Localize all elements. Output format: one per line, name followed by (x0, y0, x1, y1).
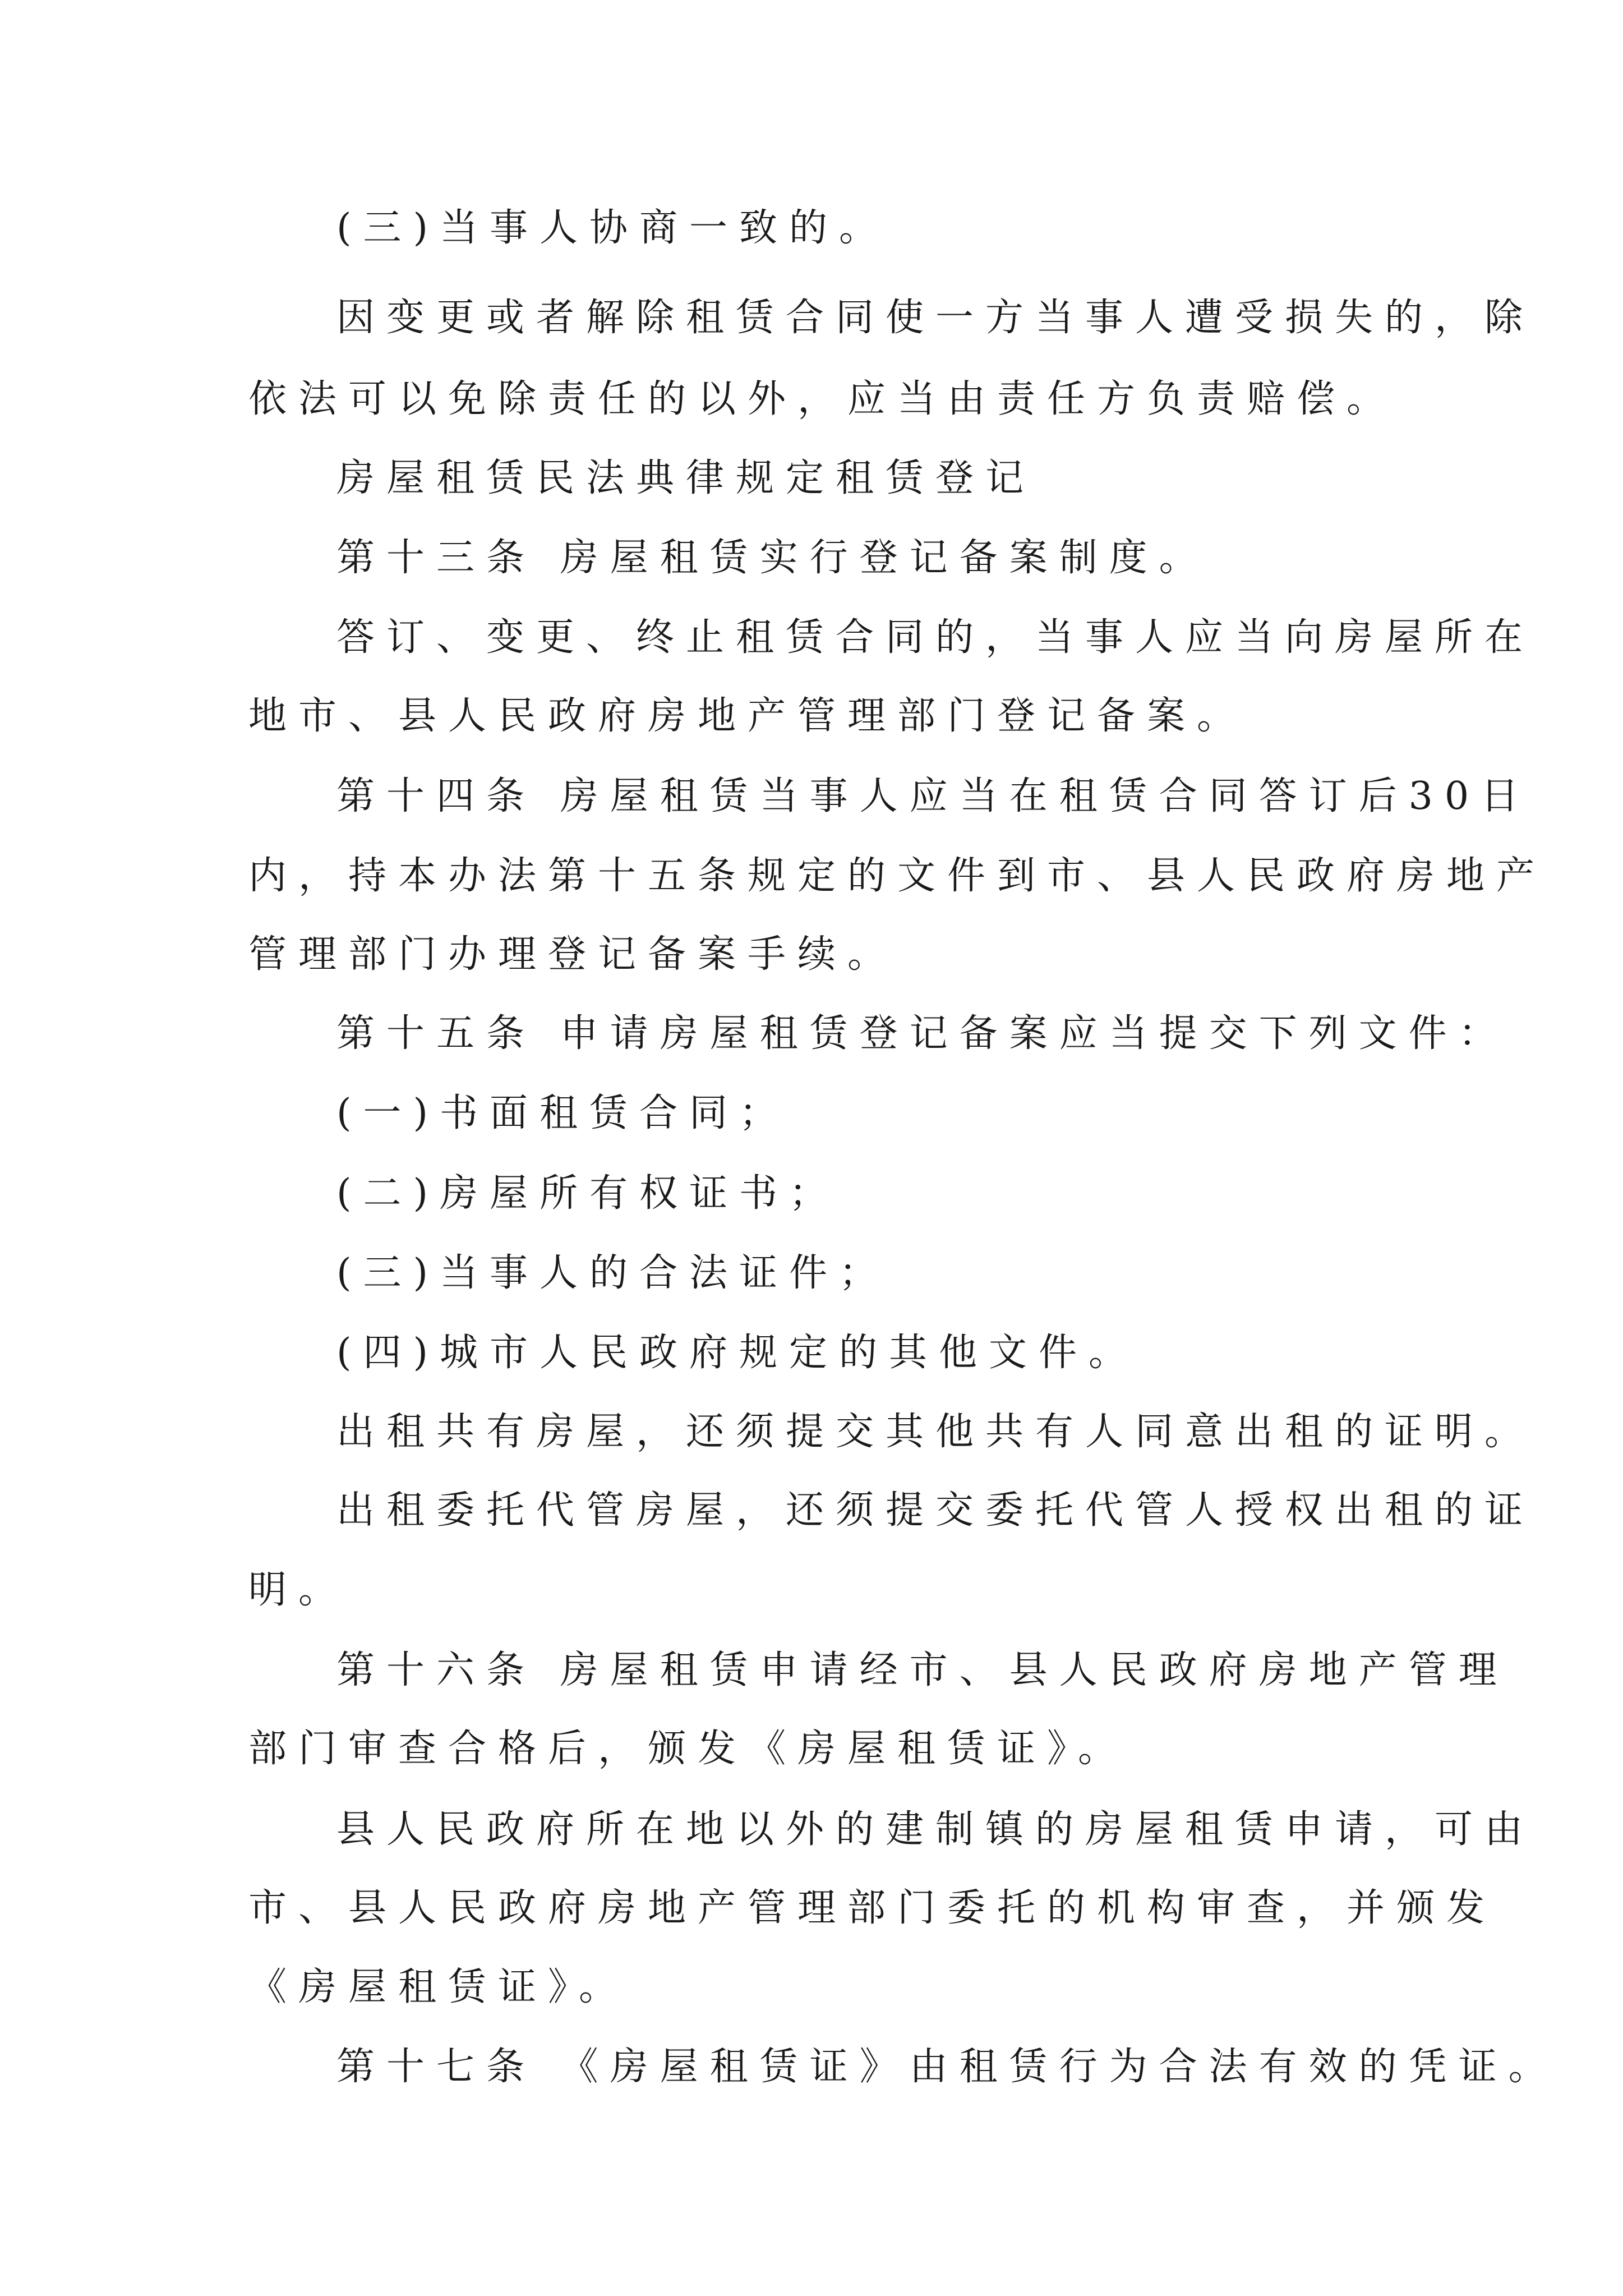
text-line: 因变更或者解除租赁合同使一方当事人遭受损失的，除 (336, 296, 1535, 340)
text-line: 第十三条 房屋租赁实行登记备案制度。 (336, 536, 1209, 580)
text-line: 第十七条 《房屋租赁证》由租赁行为合法有效的凭证。 (336, 2045, 1559, 2089)
text-line: (三)当事人的合法证件； (336, 1251, 889, 1295)
text-line: 第十六条 房屋租赁申请经市、县人民政府房地产管理 (336, 1648, 1509, 1692)
text-line: 内，持本办法第十五条规定的文件到市、县人民政府房地产 (248, 854, 1547, 898)
text-line: 答订、变更、终止租赁合同的，当事人应当向房屋所在 (336, 615, 1535, 660)
text-line: (一)书面租赁合同； (336, 1091, 790, 1135)
text-line: 县人民政府所在地以外的建制镇的房屋租赁申请，可由 (336, 1807, 1535, 1852)
text-line: 依法可以免除责任的以外，应当由责任方负责赔偿。 (248, 377, 1397, 421)
text-line: (二)房屋所有权证书； (336, 1171, 840, 1216)
text-line: 第十五条 申请房屋租赁登记备案应当提交下列文件： (336, 1011, 1509, 1056)
text-line: 明。 (248, 1568, 349, 1612)
text-line: 出租共有房屋，还须提交其他共有人同意出租的证明。 (336, 1410, 1535, 1454)
text-line: 房屋租赁民法典律规定租赁登记 (336, 456, 1036, 500)
text-line: (三)当事人协商一致的。 (336, 206, 889, 250)
text-line: 第十四条 房屋租赁当事人应当在租赁合同答订后30日 (336, 774, 1531, 818)
text-line: (四)城市人民政府规定的其他文件。 (336, 1331, 1139, 1375)
text-line: 市、县人民政府房地产管理部门委托的机构审查，并颁发 (248, 1886, 1497, 1930)
text-line: 出租委托代管房屋，还须提交委托代管人授权出租的证 (336, 1488, 1535, 1533)
text-line: 部门审查合格后，颁发《房屋租赁证》。 (248, 1727, 1128, 1771)
text-line: 《房屋租赁证》。 (248, 1965, 629, 2009)
text-line: 地市、县人民政府房地产管理部门登记备案。 (248, 694, 1247, 738)
text-line: 管理部门办理登记备案手续。 (248, 932, 898, 977)
